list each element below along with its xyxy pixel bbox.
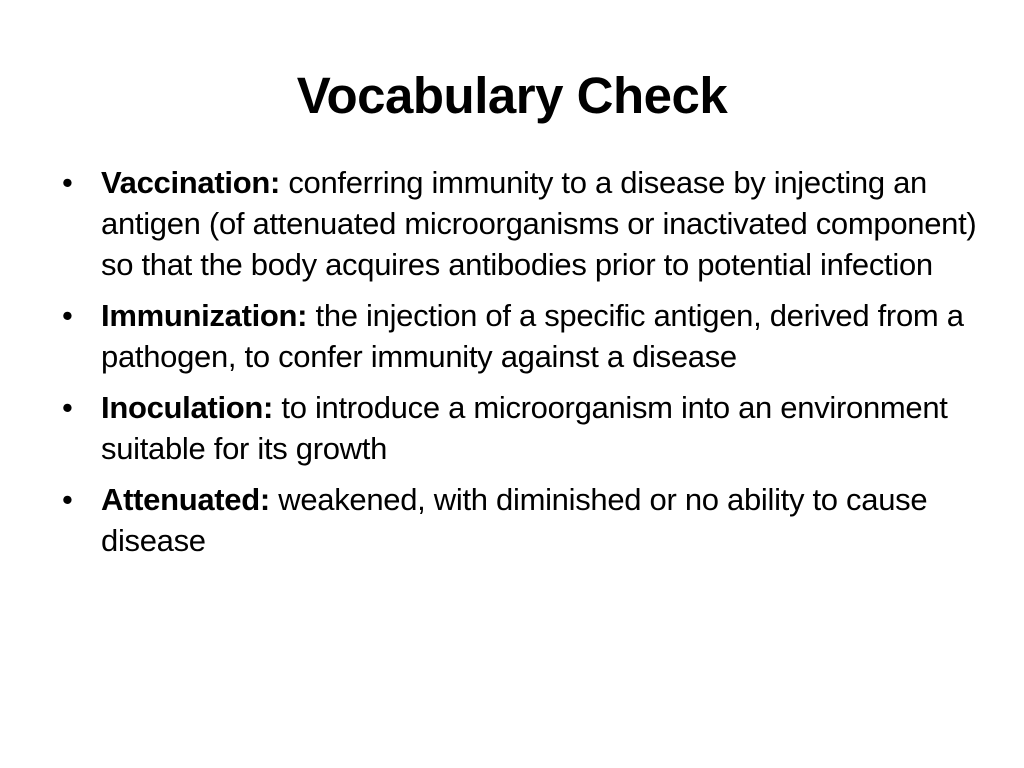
vocabulary-list bbox=[62, 162, 982, 571]
term-definition: to introduce a microorganism into an environment suitable for its growth bbox=[101, 390, 948, 466]
bullet-icon: • bbox=[62, 165, 73, 200]
slide-title: Vocabulary Check bbox=[296, 67, 728, 124]
vocabulary-item-immunization bbox=[62, 295, 982, 377]
term-label: Vaccination: bbox=[101, 165, 281, 200]
vocabulary-item-inoculation bbox=[62, 387, 982, 469]
term-label: Attenuated: bbox=[101, 482, 270, 517]
term-label: Immunization: bbox=[101, 298, 308, 333]
bullet-icon: • bbox=[62, 298, 73, 333]
bullet-icon: • bbox=[62, 390, 73, 425]
vocabulary-item-vaccination bbox=[62, 162, 982, 285]
vocabulary-item-attenuated bbox=[62, 479, 982, 561]
term-label: Inoculation: bbox=[101, 390, 274, 425]
term-definition: conferring immunity to a disease by injecting an antigen (of attenuated microorganisms or inactivated component) so that the body acquires antibodies prior to potential infection bbox=[101, 165, 977, 282]
term-definition: the injection of a specific antigen, derived from a pathogen, to confer immunity against a disease bbox=[101, 298, 964, 374]
term-definition: weakened, with diminished or no ability to cause disease bbox=[101, 482, 928, 558]
bullet-icon: • bbox=[62, 482, 73, 517]
